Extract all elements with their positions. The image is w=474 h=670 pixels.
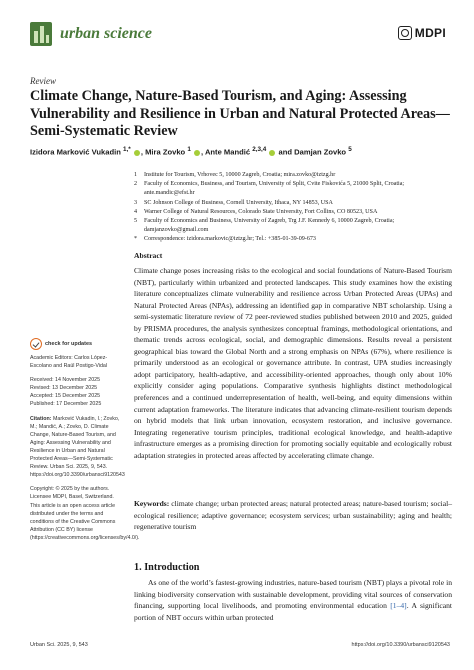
affiliation-line: damjanzovko@gmail.com xyxy=(144,227,209,234)
check-for-updates-button[interactable] xyxy=(30,338,120,350)
author-name[interactable]: Izidora Marković Vukadin xyxy=(30,147,121,157)
author-marks: 1 xyxy=(187,146,191,153)
publisher-name: MDPI xyxy=(414,26,446,40)
mdpi-logo-icon xyxy=(398,26,412,40)
citation-label: Citation: xyxy=(30,415,52,422)
revised-date: Revised: 13 December 2025 xyxy=(30,385,98,392)
journal-logo-icon xyxy=(30,22,52,46)
abstract-text: Climate change poses increasing risks to the ecological and social foundations of Nature-Based Tourism (NBT), particularly within urbanized and protected landscapes. This study examines how the existing literature conceptualizes climate vulnerability and resilience across Urban Protected Areas (UPAs) and Natural Protected Areas (NPAs), addressing an identified gap in comparative NBT scholarship. Using a semi-systematic literature review of 72 peer-reviewed studies published between 2010 and 2025, guided by PRISMA procedures, the analysis synthesizes conceptual framings, methodological orientations, and thematic trends across ecological, social, and demographic dimensions. Results reveal a persistent geographical bias toward the Global North and a strong emphasis on NPAs (67%), where resilience is primarily understood as an ecological or governance attribute. In contrast, UPA studies increasingly adopt participatory, health-adaptive, and accessibility-oriented approaches, though only about 10% explicitly consider aging populations. Comparative synthesis highlights distinct methodological preferences and a continued underrepresentation of health, well-being, and equity dimensions within current adaptation frameworks. The literature indicates that advancing climate-resilient tourism depends on hybrid models that link urban innovation, ecosystem restoration, and inclusive governance. Integrating regenerative tourism principles, traditional ecological knowledge, and health-adaptive infrastructure emerges as a promising direction for promoting socially equitable and ecologically robust adaptation strategies in protected areas affected by accelerating climate change. xyxy=(134,266,452,460)
page-footer xyxy=(30,642,450,648)
orcid-icon[interactable] xyxy=(269,150,275,156)
author-name[interactable]: Ante Mandić xyxy=(204,147,251,157)
check-updates-icon xyxy=(30,338,42,350)
author-marks: 2,3,4 xyxy=(252,146,267,153)
affiliation-line: 5 Faculty of Economics and Business, University of Zagreb, Trg J.F. Kennedy 6, 10000 Zagreb, Croatia; xyxy=(134,218,395,225)
author-separator: , xyxy=(200,147,205,157)
footer-doi-link[interactable]: https://doi.org/10.3390/urbansci9120543 xyxy=(351,642,450,648)
author-separator: and xyxy=(276,147,295,157)
journal-name: urban science xyxy=(60,25,152,42)
orcid-icon[interactable] xyxy=(194,150,200,156)
accepted-date: Accepted: 15 December 2025 xyxy=(30,393,101,400)
check-updates-label: check for updates xyxy=(45,341,93,347)
affiliation-line: ante.mandic@efst.hr xyxy=(144,190,195,197)
citation xyxy=(30,415,125,480)
article-type: Review xyxy=(30,76,56,86)
orcid-icon[interactable] xyxy=(134,150,140,156)
author-separator: , xyxy=(140,147,146,157)
journal-logo xyxy=(30,22,152,46)
affiliation-line: 1 Institute for Tourism, Vrhovec 5, 10000 Zagreb, Croatia; mira.zovko@iztzg.hr xyxy=(134,172,336,178)
author-marks: 5 xyxy=(348,146,352,153)
citation-link[interactable]: [1–4] xyxy=(390,601,407,611)
affiliations xyxy=(134,171,454,245)
publisher-logo xyxy=(398,26,446,40)
author-name[interactable]: Mira Zovko xyxy=(145,147,186,157)
footer-journal-info: Urban Sci. 2025, 9, 543 xyxy=(30,642,88,648)
affiliation-line: 2 Faculty of Economics, Business, and Tourism, University of Split, Cvite Fiskovića 5, 21000 Split, Croatia; xyxy=(134,181,405,188)
affiliation-line: 3 SC Johnson College of Business, Cornell University, Ithaca, NY 14853, USA xyxy=(134,199,333,206)
academic-editors: Academic Editors: Carlos López-Escolano and Raúl Postigo-Vidal xyxy=(30,355,108,370)
citation-text[interactable]: Marković Vukadin, I.; Zovko, M.; Mandić, A.; Zovko, D. Climate Change, Nature-Based Tourism, and Aging: Assessing Vulnerability and Resilience in Urban and Natural Protected Areas—Semi-Systematic Review. Urban Sci. 2025, 9, 543. https://doi.org/10.3390/urbansci9120543 xyxy=(30,415,125,479)
introduction-text: As one of the world’s fastest-growing industries, nature-based tourism (NBT) plays a pivotal role in linking biodiversity conservation with sustainable development, providing vital sources of conservation financing, supporting local livelihoods, and promoting environmental education [1–4]. A significant portion of NBT occurs within urban protected xyxy=(134,578,452,622)
author-name[interactable]: Damjan Zovko xyxy=(294,147,347,157)
copyright: Copyright: © 2025 by the authors. Licensee MDPI, Basel, Switzerland. This article is an open access article distributed under the terms and conditions of the Creative Commons Attribution (CC BY) license (https://creativecommons.org/licenses/by/4.0/). xyxy=(30,486,140,541)
published-date: Published: 17 December 2025 xyxy=(30,401,102,408)
section-heading-introduction: 1. Introduction xyxy=(134,562,200,573)
article-title: Climate Change, Nature-Based Tourism, and Aging: Assessing Vulnerability and Resilience in Urban and Natural Protected Areas—Semi-Systematic Review xyxy=(30,88,450,139)
received-date: Received: 14 November 2025 xyxy=(30,377,101,384)
article-info-sidebar xyxy=(30,338,140,548)
keywords-label: Keywords: xyxy=(134,499,170,508)
author-list xyxy=(30,146,450,157)
dates xyxy=(30,376,120,408)
affiliation-line: * Correspondence: izidora.markovic@iztzg.hr; Tel.: +385-01-39-09-673 xyxy=(134,236,316,243)
affiliation-line: 4 Warner College of Natural Resources, Colorado State University, Fort Collins, CO 80523, USA xyxy=(134,208,378,215)
author-marks: 1,* xyxy=(123,146,131,153)
keywords-text: climate change; urban protected areas; natural protected areas; nature-based tourism; social–ecological resilience; adaptive governance; ecosystem services; urban sustainability; aging and health; regenerative tourism xyxy=(134,499,452,532)
abstract-heading: Abstract xyxy=(134,251,163,260)
keywords xyxy=(134,498,452,533)
